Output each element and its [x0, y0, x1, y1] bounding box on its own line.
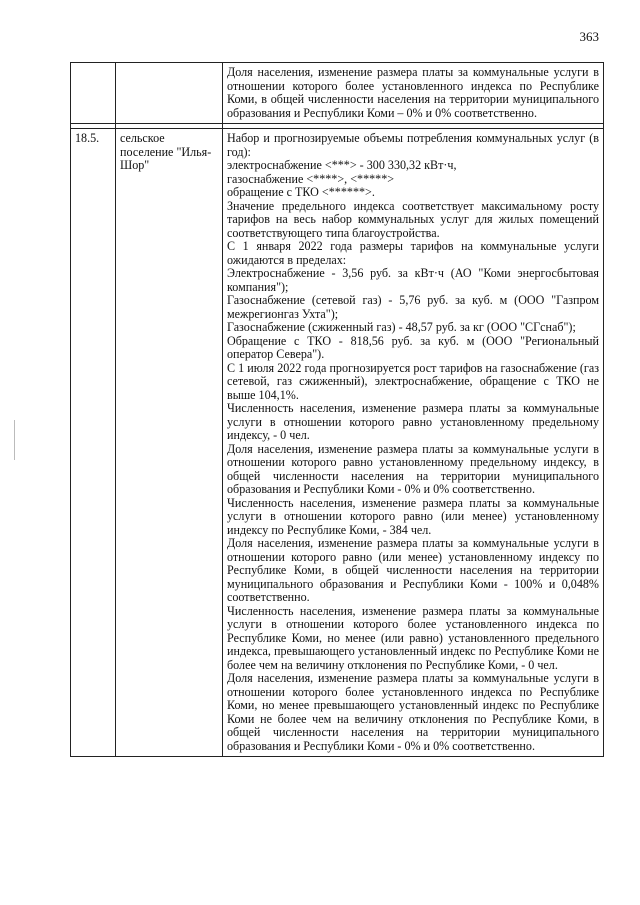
cell-number-empty: [71, 63, 116, 124]
paragraph: обращение с ТКО <******>.: [227, 185, 375, 199]
paragraph: Доля населения, изменение размера платы за коммунальные услуги в отношении которого равно (или менее) установленному индексу по Республике Коми, в общей численности населения на территории муниципального образования и Республики Коми - 100% и 0,048% соответственно.: [227, 536, 599, 604]
paragraph: газоснабжение <****>, <*****>: [227, 171, 395, 186]
paragraph: Газоснабжение (сжиженный газ) - 48,57 руб. за кг (ООО "СГснаб");: [227, 320, 576, 334]
tariff-table: [70, 62, 604, 757]
cell-name-empty: [116, 63, 223, 124]
paragraph: Обращение с ТКО - 818,56 руб. за куб. м (ООО "Региональный оператор Севера").: [227, 333, 599, 361]
paragraph: Значение предельного индекса соответствует максимальному росту тарифов на весь набор коммунальных услуг для жилых помещений соответствующего типа благоустройства.: [227, 198, 599, 240]
page-number: 363: [579, 29, 599, 44]
row-content: [223, 129, 604, 757]
paragraph: Численность населения, изменение размера платы за коммунальные услуги в отношении которого более установленного индекса по Республике Коми, но менее (или равно) установленного предельного индекса, превышающего установленный индекс по Республике Коми не более чем на величину отклонения по Республике Коми, - 0 чел.: [227, 603, 599, 672]
paragraph: Доля населения, изменение размера платы за коммунальные услуги в отношении которого более установленного индекса по Республике Коми, но менее превышающего установленный индекс по Республике Коми не более чем на величину отклонения по Республике Коми, в общей численности населения на территории муниципального образования и Республики Коми - 0% и 0% соответственно.: [227, 671, 599, 753]
paragraph: Численность населения, изменение размера платы за коммунальные услуги в отношении которого равно (или менее) установленному индексу по Республике Коми, - 384 чел.: [227, 495, 599, 537]
row-number: 18.5.: [71, 129, 116, 757]
table-row-18-5: [71, 129, 604, 757]
table-row-continuation: [71, 63, 604, 124]
cell-continuation-text: [223, 63, 604, 124]
paragraph: С 1 июля 2022 года прогнозируется рост тарифов на газоснабжение (газ сетевой, газ сжиженный), электроснабжение, обращение с ТКО не выше 104,1%.: [227, 360, 599, 402]
paragraph: Газоснабжение (сетевой газ) - 5,76 руб. за куб. м (ООО "Газпром межрегионгаз Ухта");: [227, 293, 599, 321]
paragraph: Численность населения, изменение размера платы за коммунальные услуги в отношении которого равно установленному предельному индексу, - 0 чел.: [227, 401, 599, 442]
continuation-paragraph: Доля населения, изменение размера платы за коммунальные услуги в отношении которого более установленного индекса по Республике Коми, в общей численности населения на территории муниципального образования и Республики Коми – 0% и 0% соответственно.: [227, 65, 599, 120]
scan-artifact: [14, 420, 15, 460]
paragraph: Набор и прогнозируемые объемы потребления коммунальных услуг (в год):: [227, 131, 599, 159]
paragraph: С 1 января 2022 года размеры тарифов на коммунальные услуги ожидаются в пределах:: [227, 239, 599, 267]
settlement-name: сельское поселение "Илья-Шор": [116, 129, 223, 757]
paragraph: Электроснабжение - 3,56 руб. за кВт·ч (АО "Коми энергосбытовая компания");: [227, 266, 599, 294]
paragraph: Доля населения, изменение размера платы за коммунальные услуги в отношении которого равно установленному предельному индексу, в общей численности населения на территории муниципального образования и Республики Коми - 0% и 0% соответственно.: [227, 441, 599, 496]
paragraph: электроснабжение <***> - 300 330,32 кВт·ч,: [227, 158, 457, 172]
